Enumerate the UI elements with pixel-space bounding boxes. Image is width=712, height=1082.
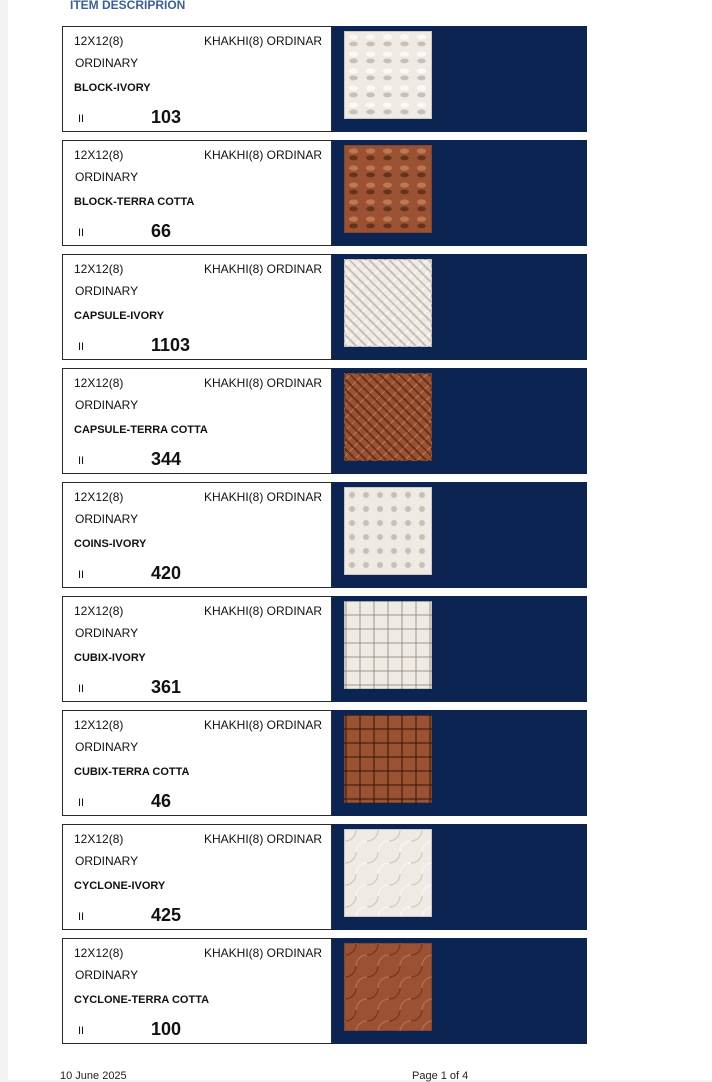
item-quality: ORDINARY — [75, 854, 139, 868]
item-size: 12X12(8) — [74, 376, 124, 390]
item-name: CYCLONE-IVORY — [74, 880, 166, 892]
tile-swatch — [344, 829, 432, 917]
item-quality: ORDINARY — [75, 626, 139, 640]
item-description-header: ITEM DESCRIPRION — [70, 0, 186, 12]
item-size: 12X12(8) — [74, 832, 124, 846]
item-image-panel — [332, 710, 587, 816]
item-image-panel — [332, 482, 587, 588]
item-image-panel — [332, 368, 587, 474]
item-card — [62, 596, 587, 702]
item-quantity: 344 — [151, 449, 182, 469]
tile-swatch — [344, 601, 432, 689]
item-quality: ORDINARY — [75, 56, 139, 70]
item-size: 12X12(8) — [74, 718, 124, 732]
item-name: BLOCK-IVORY — [74, 82, 151, 94]
item-quantity: 425 — [151, 905, 182, 925]
item-quantity: 66 — [151, 221, 172, 241]
item-grade: KHAKHI(8) ORDINAR — [204, 946, 323, 960]
item-code: II — [78, 1025, 85, 1037]
item-quantity: 420 — [151, 563, 182, 583]
item-quality: ORDINARY — [75, 398, 139, 412]
item-info — [62, 596, 332, 702]
item-info — [62, 824, 332, 930]
item-name: CUBIX-TERRA COTTA — [74, 766, 190, 778]
item-info — [62, 140, 332, 246]
document-page — [8, 0, 712, 1080]
item-card — [62, 254, 587, 360]
item-size: 12X12(8) — [74, 604, 124, 618]
item-name: CYCLONE-TERRA COTTA — [74, 994, 210, 1006]
item-size: 12X12(8) — [74, 148, 124, 162]
item-name: BLOCK-TERRA COTTA — [74, 196, 195, 208]
item-grade: KHAKHI(8) ORDINAR — [204, 490, 323, 504]
tile-swatch — [344, 943, 432, 1031]
item-code: II — [78, 683, 85, 695]
tile-swatch — [344, 487, 432, 575]
item-code: II — [78, 227, 85, 239]
footer-page-number: Page 1 of 4 — [412, 1070, 469, 1082]
item-image-panel — [332, 140, 587, 246]
item-grade: KHAKHI(8) ORDINAR — [204, 262, 323, 276]
item-grade: KHAKHI(8) ORDINAR — [204, 832, 323, 846]
item-name: CUBIX-IVORY — [74, 652, 146, 664]
item-size: 12X12(8) — [74, 34, 124, 48]
item-info — [62, 368, 332, 474]
item-grade: KHAKHI(8) ORDINAR — [204, 376, 323, 390]
item-card — [62, 482, 587, 588]
tile-swatch — [344, 259, 432, 347]
item-info — [62, 26, 332, 132]
tile-swatch — [344, 31, 432, 119]
item-image-panel — [332, 596, 587, 702]
tile-swatch — [344, 373, 432, 461]
item-image-panel — [332, 824, 587, 930]
item-quantity: 100 — [151, 1019, 182, 1039]
item-image-panel — [332, 254, 587, 360]
tile-swatch — [344, 715, 432, 803]
item-quantity: 1103 — [151, 335, 191, 355]
item-card — [62, 824, 587, 930]
tile-swatch — [344, 145, 432, 233]
item-quantity: 361 — [151, 677, 182, 697]
item-card — [62, 140, 587, 246]
item-quality: ORDINARY — [75, 512, 139, 526]
item-quantity: 103 — [151, 107, 182, 127]
item-grade: KHAKHI(8) ORDINAR — [204, 718, 323, 732]
item-code: II — [78, 569, 85, 581]
item-info — [62, 938, 332, 1044]
item-code: II — [78, 113, 85, 125]
item-info — [62, 254, 332, 360]
item-code: II — [78, 341, 85, 353]
item-grade: KHAKHI(8) ORDINAR — [204, 34, 323, 48]
item-size: 12X12(8) — [74, 262, 124, 276]
item-quantity: 46 — [151, 791, 172, 811]
item-grade: KHAKHI(8) ORDINAR — [204, 148, 323, 162]
item-card — [62, 26, 587, 132]
item-code: II — [78, 911, 85, 923]
item-list — [62, 26, 587, 1052]
item-quality: ORDINARY — [75, 284, 139, 298]
item-grade: KHAKHI(8) ORDINAR — [204, 604, 323, 618]
item-code: II — [78, 797, 85, 809]
item-size: 12X12(8) — [74, 490, 124, 504]
item-card — [62, 368, 587, 474]
item-info — [62, 482, 332, 588]
item-image-panel — [332, 938, 587, 1044]
item-name: COINS-IVORY — [74, 538, 147, 550]
footer-date: 10 June 2025 — [60, 1070, 127, 1082]
item-name: CAPSULE-TERRA COTTA — [74, 424, 208, 436]
item-quality: ORDINARY — [75, 170, 139, 184]
item-name: CAPSULE-IVORY — [74, 310, 165, 322]
item-quality: ORDINARY — [75, 968, 139, 982]
item-quality: ORDINARY — [75, 740, 139, 754]
item-info — [62, 710, 332, 816]
item-size: 12X12(8) — [74, 946, 124, 960]
item-image-panel — [332, 26, 587, 132]
item-card — [62, 938, 587, 1044]
item-code: II — [78, 455, 85, 467]
item-card — [62, 710, 587, 816]
